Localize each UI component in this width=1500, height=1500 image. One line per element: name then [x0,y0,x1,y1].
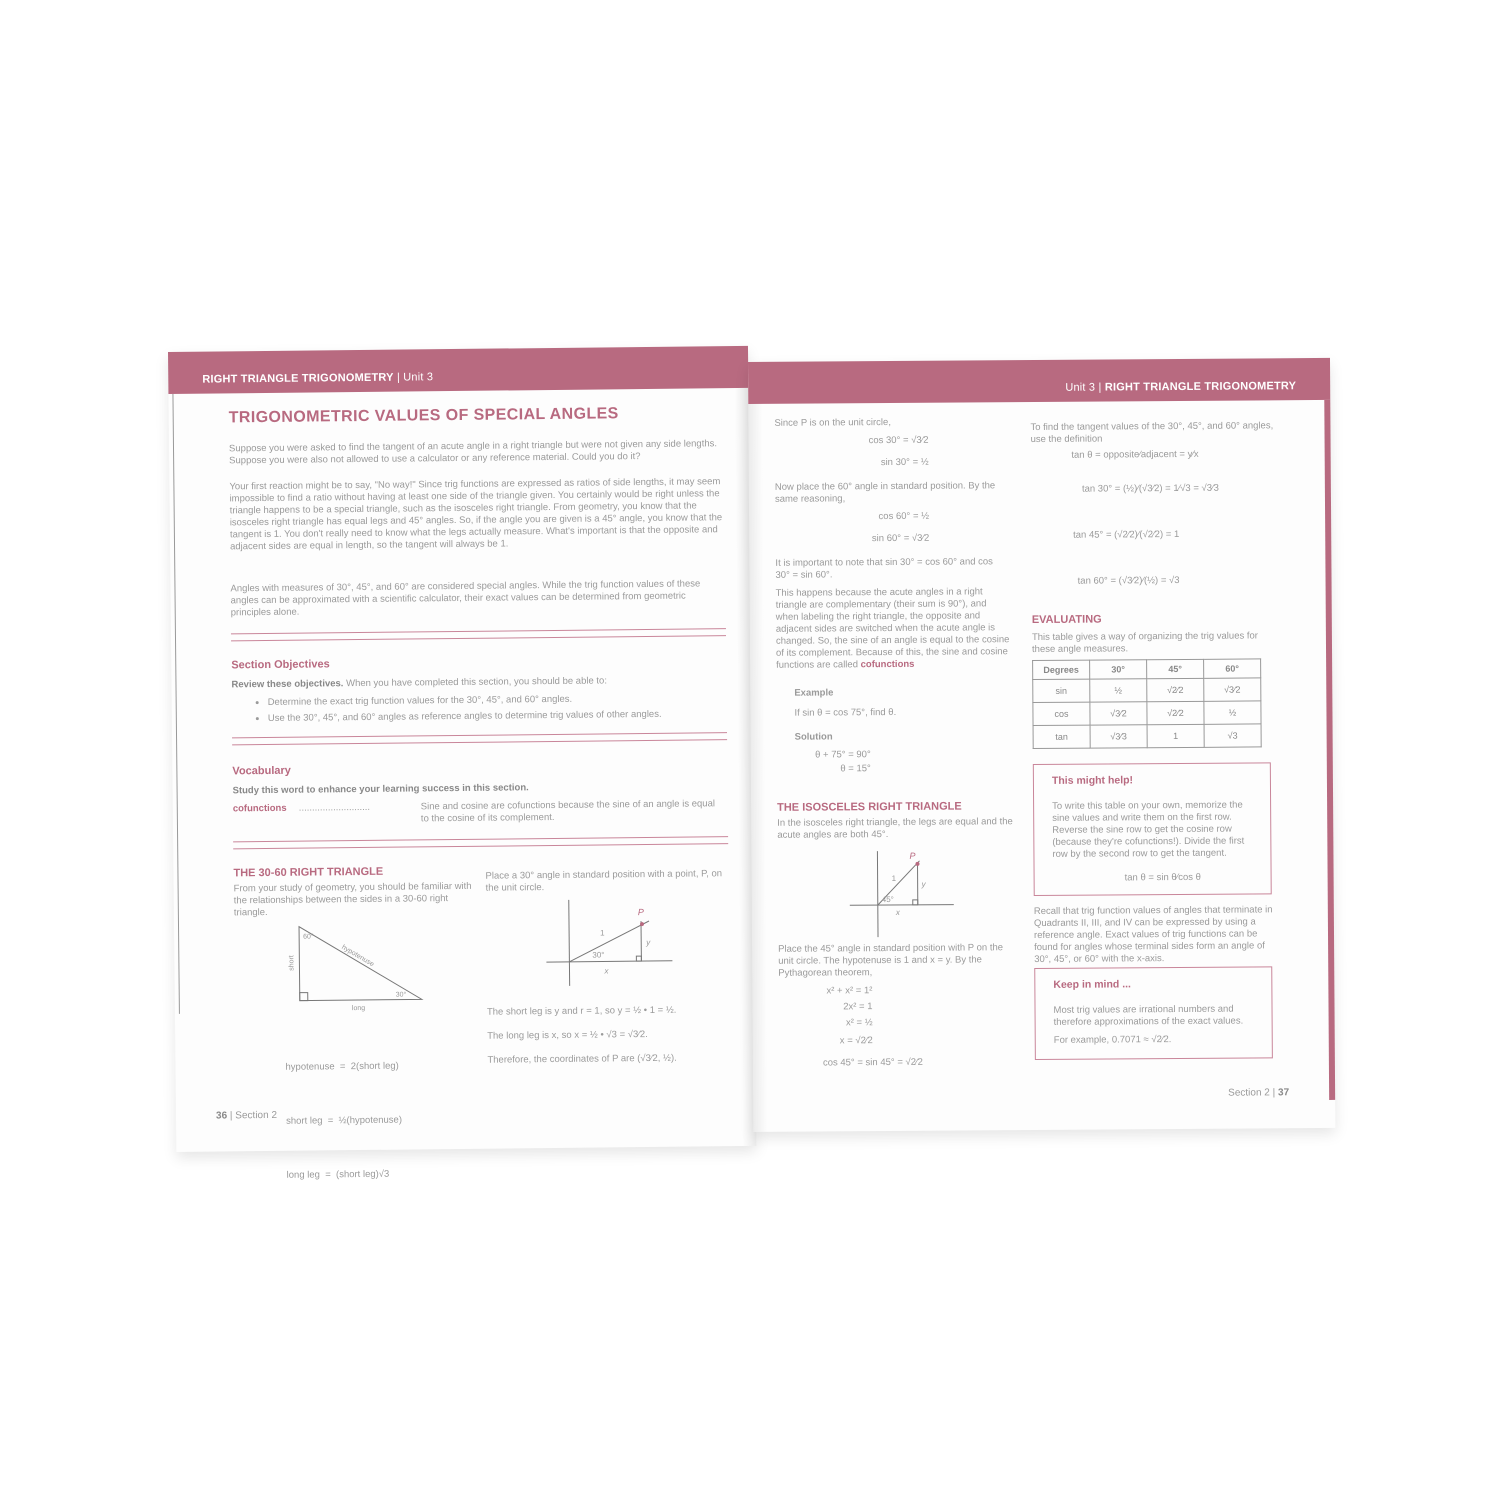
table-cell: cos [1033,702,1090,725]
tri-angle-top: 60° [303,933,314,941]
vocabulary-dots: ........................... [298,801,371,814]
divider [231,628,726,641]
objectives-lead-text: When you have completed this section, you should be able to: [343,675,608,690]
tangent-intro: To find the tangent values of the 30°, 45°, and 60° angles, use the definition [1030,420,1274,446]
table-header-cell: 30° [1090,660,1147,679]
sin30-eq: sin 30° = ½ [880,456,929,469]
right-page [748,358,1335,1132]
table-row [1033,724,1261,749]
evaluating-heading: EVALUATING [1031,613,1102,627]
note-text: It is important to note that sin 30° = cos 60° and cos 30° = sin 60°. [775,556,993,581]
pyth-line: x² + x² = 1² [826,985,873,997]
objective-item: • Determine the exact trig function values for the 30°, 45°, and 60° angles. [268,690,738,711]
tan60-eq: tan 60° = (√3⁄2)⁄(½) = √3 [1077,574,1180,587]
objectives-heading: Section Objectives [231,658,330,672]
table-cell: √2⁄2 [1147,678,1204,701]
right-footer [1228,1087,1289,1098]
y-label: y [921,879,926,889]
table-cell: ½ [1090,679,1147,702]
divider [232,732,727,745]
table-header-row [1033,659,1261,680]
step-line: The long leg is x, so x = ½ • √3 = √3⁄2. [487,1029,648,1042]
right-running-header [1065,380,1296,394]
table-cell: √2⁄2 [1147,701,1204,724]
unit-circle-steps [487,998,728,1073]
tip-heading: This might help! [1051,774,1134,787]
place-45-text: Place the 45° angle in standard position with P on the unit circle. The hypotenuse is 1 and x = y. By the Pythagorean theorem, [778,942,1004,979]
footer-sep: | [227,1110,236,1122]
unit-circle-30-diagram [544,897,675,988]
vocabulary-definition: Sine and cosine are cofunctions because the sine of an angle is equal to the cosine of its complement. [420,798,716,825]
point-p-label: P [909,850,916,861]
header-title: RIGHT TRIANGLE TRIGONOMETRY [202,371,394,386]
pyth-line: x = √2⁄2 [839,1035,873,1047]
table-header-cell: 60° [1204,659,1261,678]
sin60-eq: sin 60° = √3⁄2 [871,532,930,545]
isosceles-text: In the isosceles right triangle, the legs are equal and the acute angles are both 45°. [777,816,1013,841]
angle-label: 30° [592,950,605,960]
table-cell: 1 [1147,724,1204,747]
objective-item: • Use the 30°, 45°, and 60° angles as reference angles to determine trig values of other angles. [268,706,738,727]
section-3060-text: From your study of geometry, you should be familiar with the relationships between the sides in a 30-60 right triangle. [233,880,472,919]
unit-circle-text: Place a 30° angle in standard position with a point, P, on the unit circle. [485,868,723,894]
triangle-30-60-diagram [288,919,430,1013]
objectives-list [252,690,738,727]
table-header-cell: 45° [1147,659,1204,678]
table-row [1033,701,1261,726]
y-label: y [646,937,651,948]
keep-in-mind-box [1034,966,1273,1060]
step-line: The short leg is y and r = 1, so y = ½ • 1 = ½. [486,1004,677,1018]
step-line: Therefore, the coordinates of P are (√3⁄2, ½). [487,1052,677,1066]
trig-values-table [1032,658,1262,749]
radius-label: 1 [600,928,605,938]
relation-line: short leg = ½(hypotenuse) [286,1114,403,1127]
triangle-relations [285,1022,403,1221]
header-separator: | [1095,381,1105,394]
pyth-line: 2x² = 1 [843,1001,873,1013]
objectives-lead-bold: Review these objectives. [231,678,344,691]
vocabulary-term: cofunctions [232,802,287,815]
keep-text: Most trig values are irrational numbers and therefore approximations of the exact values. [1053,1003,1244,1028]
header-separator: | [393,371,404,384]
isosceles-unit-circle-diagram [847,849,958,940]
left-page [168,346,756,1181]
tip-text: To write this table on your own, memorize the sine values and write them on the first row. Reverse the sine row to get the cosine row (because they're cofunctions!). Divide the first row by the second row to get the tangent. [1052,799,1245,860]
now-text: Now place the 60° angle in standard position. By the same reasoning, [774,480,996,505]
cos60-eq: cos 60° = ½ [878,510,930,523]
tan45-eq: tan 45° = (√2⁄2)⁄(√2⁄2) = 1 [1073,528,1180,541]
page-number: 37 [1277,1087,1290,1099]
evaluating-text: This table gives a way of organizing the trig values for these angle measures. [1031,630,1258,656]
vocabulary-lead: Study this word to enhance your learning success in this section. [232,782,529,797]
solution-line-2: θ = 15° [840,763,871,775]
tip-formula: tan θ = sin θ⁄cos θ [1124,871,1201,884]
section-3060-heading: THE 30-60 RIGHT TRIANGLE [233,865,384,880]
since-text: Since P is on the unit circle, [774,417,891,429]
table-cell: √3 [1204,724,1261,747]
keep-heading: Keep in mind ... [1053,978,1131,991]
cos45-result: cos 45° = sin 45° = √2⁄2 [822,1056,923,1069]
tri-long-label: long [351,1004,366,1013]
isosceles-heading: THE ISOSCELES RIGHT TRIANGLE [777,800,962,814]
table-header-cell: Degrees [1033,660,1090,679]
margin-line [172,394,179,1014]
header-unit: Unit 3 [1065,381,1096,394]
intro-paragraph-1: Suppose you were asked to find the tangent of an acute angle in a right triangle but were not given any side lengths. Suppose you were also not allowed to use a calculator or any reference material. Could you do it? [228,438,718,467]
angle-label: 45° [881,894,894,905]
header-title: RIGHT TRIANGLE TRIGONOMETRY [1104,380,1297,394]
left-footer [216,1110,277,1122]
divider [233,836,728,849]
solution-heading: Solution [794,731,833,743]
recall-text: Recall that trig function values of angles that terminate in Quadrants II, III, and IV can be expressed by using a reference angle. Exact values of trig functions can be found for angles whose terminal sides form an angle of 30°, 45°, or 60° with the x-axis. [1033,904,1273,966]
tan-definition: tan θ = opposite⁄adjacent = y⁄x [1071,448,1199,461]
pyth-line: x² = ½ [845,1017,873,1029]
table-row [1033,678,1261,703]
relation-line: long leg = (short leg)√3 [286,1168,390,1181]
cofunction-explanation [776,586,1013,672]
table-cell: tan [1033,725,1090,748]
relation-line: hypotenuse = 2(short leg) [285,1060,399,1073]
footer-sep: | [1269,1087,1279,1099]
footer-section: Section 2 [235,1109,278,1122]
page-title: TRIGONOMETRIC VALUES OF SPECIAL ANGLES [228,405,619,427]
solution-line-1: θ + 75° = 90° [815,749,871,761]
intro-paragraph-3: Angles with measures of 30°, 45°, and 60° are considered special angles. While the trig function values of these angles can be approximated with a scientific calculator, their exact values can be determined from geometric principles alone. [230,578,701,619]
cos30-eq: cos 30° = √3⁄2 [868,434,929,447]
example-heading: Example [794,687,834,699]
tip-box [1033,762,1272,896]
table-cell: ½ [1204,701,1261,724]
x-label: x [604,966,609,976]
tri-angle-bottom: 30° [395,991,407,999]
happens-text: This happens because the acute angles in a right triangle are complementary (their sum is 90°), and when labeling the right triangle, the opposite and adjacent sides are switched when the acute angle is changed. So, the sine of an angle is equal to the cosine of its complement. Because of this, the sine and cosine functions are called [775,586,1010,671]
example-text: If sin θ = cos 75°, find θ. [794,706,897,719]
table-cell: sin [1033,679,1090,702]
right-header-band [748,358,1330,404]
objectives-lead [231,674,726,691]
intro-paragraph-2: Your first reaction might be to say, "No way!" Since trig functions are expressed as ratios of side lengths, it may seem impossible to find a ratio without having at least one side of the triangle given. You certainly would be right unless the triangle happens to be a special triangle, such as the isosceles right triangle. From geometry, you know that the isosceles right triangle has equal legs and 45° angles. So, if the angle you are given is a 45° angle, you know that the tangent is 1. You don't really need to know what the legs actually measure. What's important is that the opposite and adjacent sides are equal in length, so the tangent will always be 1. [229,476,723,553]
table-cell: √3⁄2 [1090,702,1147,725]
footer-section: Section 2 [1228,1087,1270,1099]
point-p-label: P [637,907,644,918]
vocabulary-heading: Vocabulary [232,764,291,778]
left-header-band [168,346,748,394]
tri-hyp-label: hypotenuse [340,943,376,969]
page-edge-tab [1324,400,1335,1100]
header-unit: Unit 3 [403,371,434,384]
x-label: x [895,907,900,917]
tri-short-label: short [288,955,296,971]
page-number: 36 [215,1110,228,1122]
tan30-eq: tan 30° = (½)⁄(√3⁄2) = 1⁄√3 = √3⁄3 [1081,482,1219,495]
table-cell: √3⁄2 [1204,678,1261,701]
keep-example: For example, 0.7071 ≈ √2⁄2. [1053,1034,1172,1046]
table-cell: √3⁄3 [1090,725,1147,748]
cofunctions-term: cofunctions [860,658,915,671]
radius-label: 1 [891,873,897,884]
left-running-header [202,371,433,385]
